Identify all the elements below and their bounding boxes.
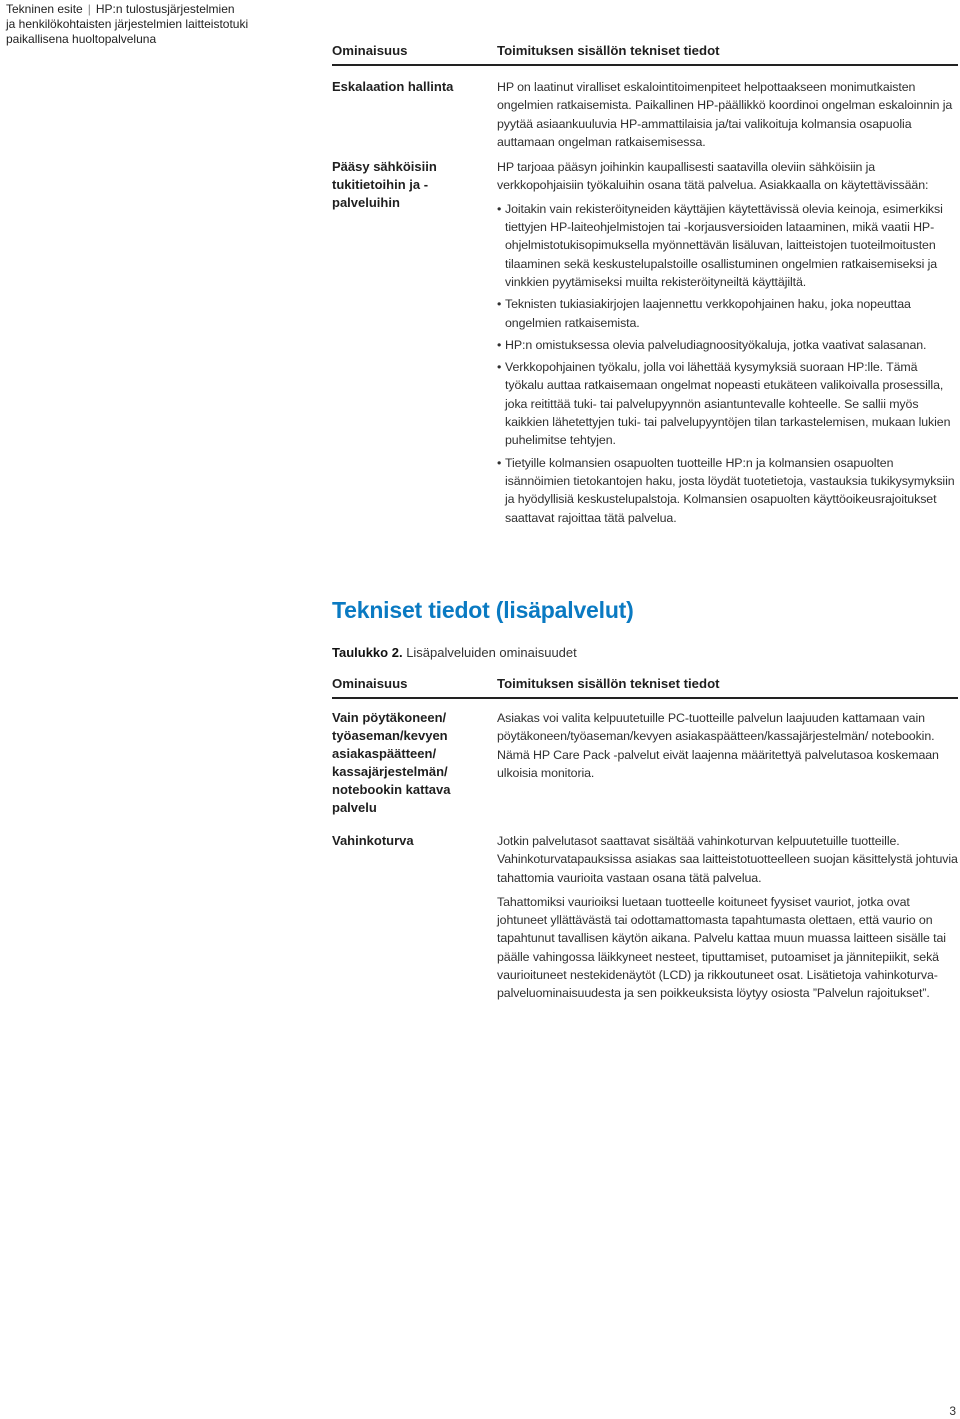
- table-header-row: [332, 42, 958, 66]
- bullet-list: [497, 200, 958, 527]
- feature-paragraph: Jotkin palvelutasot saattavat sisältää vahinkoturvan kelpuutetuille tuotteille. Vahinkoturvatapauksissa asiakas saa laitteistotuotteelleen suojan käsittelystä johtuvia tahattomia vaurioita vastaan osana tätä palvelua.: [497, 834, 958, 885]
- table-row: [332, 158, 958, 531]
- feature-description: [497, 158, 958, 531]
- doc-title-line3: paikallisena huoltopalveluna: [6, 32, 157, 46]
- list-item: • Tietyille kolmansien osapuolten tuotteille HP:n ja kolmansien osapuolten isännöimien tietokantojen haku, josta löydät tuotetietoja, vastauksia tukikysymyksiin ja hyödyllisiä keskustelupalstoja. Kolmansien osapuolten käyttöoikeusrajoitukset saattavat rajoittaa tätä palvelua.: [497, 455, 955, 525]
- table-caption: [332, 645, 577, 660]
- feature-paragraph: Asiakas voi valita kelpuutetuille PC-tuotteille palvelun laajuuden kattamaan vain pöytäkoneen/työaseman/kevyen asiakaspäätteen/kassajärjestelmän/ notebookin. Nämä HP Care Pack -palvelut eivät laajenna määritettyä palvelutasoa koskemaan ulkoisia monitoria.: [497, 711, 939, 780]
- table-row: [332, 832, 958, 1008]
- bullet-icon: •: [497, 337, 502, 352]
- feature-paragraph: Tahattomiksi vaurioiksi luetaan tuotteelle koituneet fyysiset vauriot, jotka ovat johtuneet yllättävästä tai odottamattomasta tapahtumasta olettaen, että vaurio on tapahtunut tavallisen käytön aikana. Palvelu kattaa muun muassa laitteen sisälle tai päälle vahingossa läikkyneet nesteet, tiputtamiset, putoamiset ja jännitepiikit, sekä vaurioituneet nestekidenäytöt (LCD) ja rikkoutuneet osat. Lisätietoja vahinkoturva-palveluominaisuudesta ja sen poikkeuksista löytyy osiosta ”Palvelun rajoitukset”.: [497, 894, 946, 1001]
- feature-description: HP on laatinut viralliset eskalointitoimenpiteet helpottaakseen monimutkaisten ongelmien ratkaisemista. Paikallinen HP-päällikkö koordinoi ongelman eskaloinnin ja pyytää asiaankuuluvia HP-ammattilaisia ja/tai valikoituja kolmansia osapuolia auttamaan ongelman ratkaisemisessa.: [497, 80, 953, 149]
- feature-name: Vahinkoturva: [332, 833, 414, 848]
- caption-label: Taulukko 2.: [332, 645, 403, 660]
- feature-intro: HP tarjoaa pääsyn joihinkin kaupallisesti saatavilla oleviin sähköisiin ja verkkopohjaisiin työkaluihin osana tätä palvelua. Asiakkaalla on käytettävissään:: [497, 160, 929, 193]
- column-header-feature: Ominaisuus: [332, 676, 408, 691]
- features-table: [332, 42, 958, 531]
- table-row: [332, 709, 958, 817]
- doc-title-line1: HP:n tulostusjärjestelmien: [95, 2, 235, 16]
- page-number: 3: [949, 1404, 956, 1418]
- column-header-feature: Ominaisuus: [332, 43, 408, 58]
- list-item: • Joitakin vain rekisteröityneiden käyttäjien käytettävissä olevia keinoja, esimerkiksi tiettyjen HP-laiteohjelmistojen tai -korjausversioiden lataaminen, mikä vaatii HP-ohjelmistotukisopimuksella myönnettävän lisäluvan, laitteistojen tuoteilmoitusten tilaaminen sekä keskustelupalstoille osallistuminen ongelmien ratkaisemiseksi ja vinkkien pyytämiseksi muilta rekisteröityneiltä käyttäjiltä.: [497, 201, 943, 289]
- bullet-icon: •: [497, 360, 502, 375]
- list-item: • Teknisten tukiasiakirjojen laajennettu verkkopohjainen haku, joka nopeuttaa ongelmien ratkaisemista.: [497, 297, 911, 330]
- list-item: • HP:n omistuksessa olevia palveludiagnoosityökaluja, jotka vaativat salasanan.: [497, 336, 958, 354]
- feature-name: Vain pöytäkoneen/ työaseman/kevyen asiakaspäätteen/ kassajärjestelmän/ notebookin kattava palvelu: [332, 710, 451, 815]
- column-header-spec: Toimituksen sisällön tekniset tiedot: [497, 676, 720, 691]
- list-item: • Verkkopohjainen työkalu, jolla voi lähettää kysymyksiä suoraan HP:lle. Tämä työkalu auttaa ratkaisemaan ongelmat nopeasti etukäteen valikoivalla prosessilla, joka reitittää tuki- tai palvelupyynnön asiantuntevalle kohteelle. Se sallii myös kaikkien lähetettyjen tuki- tai palvelupyyntöjen tilan tarkastelemisen, mukaan lukien puhelimitse tehtyjen.: [497, 360, 951, 448]
- additional-services-table: [332, 675, 958, 1008]
- table-header-row: [332, 675, 958, 699]
- column-header-spec: Toimituksen sisällön tekniset tiedot: [497, 43, 720, 58]
- feature-description: [497, 832, 958, 1008]
- feature-name: Pääsy sähköisiin tukitietoihin ja -palveluihin: [332, 159, 437, 211]
- feature-name: Eskalaation hallinta: [332, 79, 454, 94]
- section-title: Tekniset tiedot (lisäpalvelut): [332, 597, 634, 623]
- document-header: [6, 2, 336, 47]
- doc-type: Tekninen esite: [6, 2, 83, 16]
- caption-text: Lisäpalveluiden ominaisuudet: [406, 645, 577, 660]
- header-separator: |: [87, 2, 91, 16]
- bullet-icon: •: [497, 455, 502, 470]
- doc-title-line2: ja henkilökohtaisten järjestelmien laitteistotuki: [6, 17, 249, 31]
- bullet-icon: •: [497, 297, 502, 312]
- bullet-icon: •: [497, 201, 502, 216]
- feature-description: [497, 709, 958, 817]
- table-row: [332, 78, 958, 151]
